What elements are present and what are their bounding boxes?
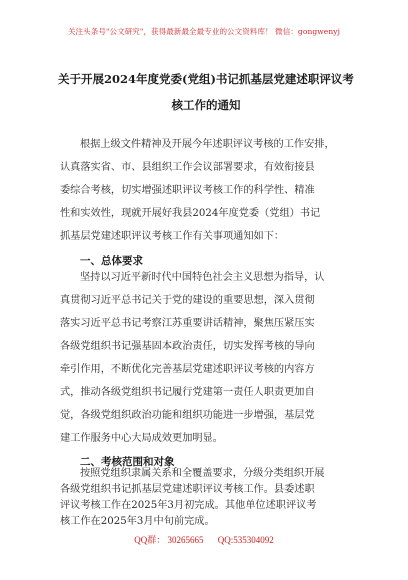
intro-paragraph [60,133,352,248]
section1-line: 各级党组织书记强基固本政治责任，切实发挥考核的导向 [60,341,315,352]
section1-paragraph [60,266,352,450]
intro-line: 认真落实省、市、县组织工作会议部署要求，有效衔接县 [60,162,315,173]
document-title [56,66,356,118]
intro-line: 根据上级文件精神及开展今年述职评议考核的工作安排， [80,139,335,150]
footer-qq-number: QQ:535304092 [217,535,274,545]
section2-line: 核工作在2025年3月中旬前完成。 [60,516,215,527]
section1-line: 觉，各级党组织政治功能和组织功能进一步增强，基层党 [60,410,315,421]
intro-line: 抓基层党建述职评议考核工作有关事项通知如下： [60,231,285,242]
intro-line: 委综合考核，切实增强述职评议考核工作的科学性、精准 [60,185,315,196]
footer-contact [0,533,408,546]
title-line-1: 关于开展2024年度党委(党组)书记抓基层党建述职评议考 [58,72,354,86]
intro-line: 性和实效性，现就开展好我县2024年度党委（党组）书记 [60,208,321,219]
header-banner: 关注头条号"公文研究"，获得最新最全最专业的公文资料库！ 微信：gongwenyj [67,27,341,36]
section-heading-general-requirements: 一、总体要求 [80,255,143,267]
section2-line: 评议考核工作在2025年3月初完成。其他单位述职评议考 [60,500,317,511]
section1-line: 建工作服务中心大局成效更加明显。 [60,433,223,444]
section2-line: 按照党组织隶属关系和全覆盖要求，分级分类组织开展 [80,468,325,479]
section2-paragraph [60,466,352,530]
footer-qq-group: QQ群： 30265665 [134,535,204,545]
section-heading-scope-and-targets: 二、考核范围和对象 [80,456,175,468]
section1-line: 牵引作用，不断优化完善基层党建述职评议考核的内容方 [60,364,315,375]
section1-line: 坚持以习近平新时代中国特色社会主义思想为指导，认 [80,272,325,283]
section1-line: 式，推动各级党组织书记履行党建第一责任人职责更加自 [60,387,315,398]
section1-line: 真贯彻习近平总书记关于党的建设的重要思想，深入贯彻 [60,295,315,306]
section2-line: 各级党组织书记抓基层党建述职评议考核工作。县委述职 [60,484,315,495]
section1-line: 落实习近平总书记考察江苏重要讲话精神，聚焦压紧压实 [60,318,315,329]
title-line-2: 核工作的通知 [171,98,241,112]
